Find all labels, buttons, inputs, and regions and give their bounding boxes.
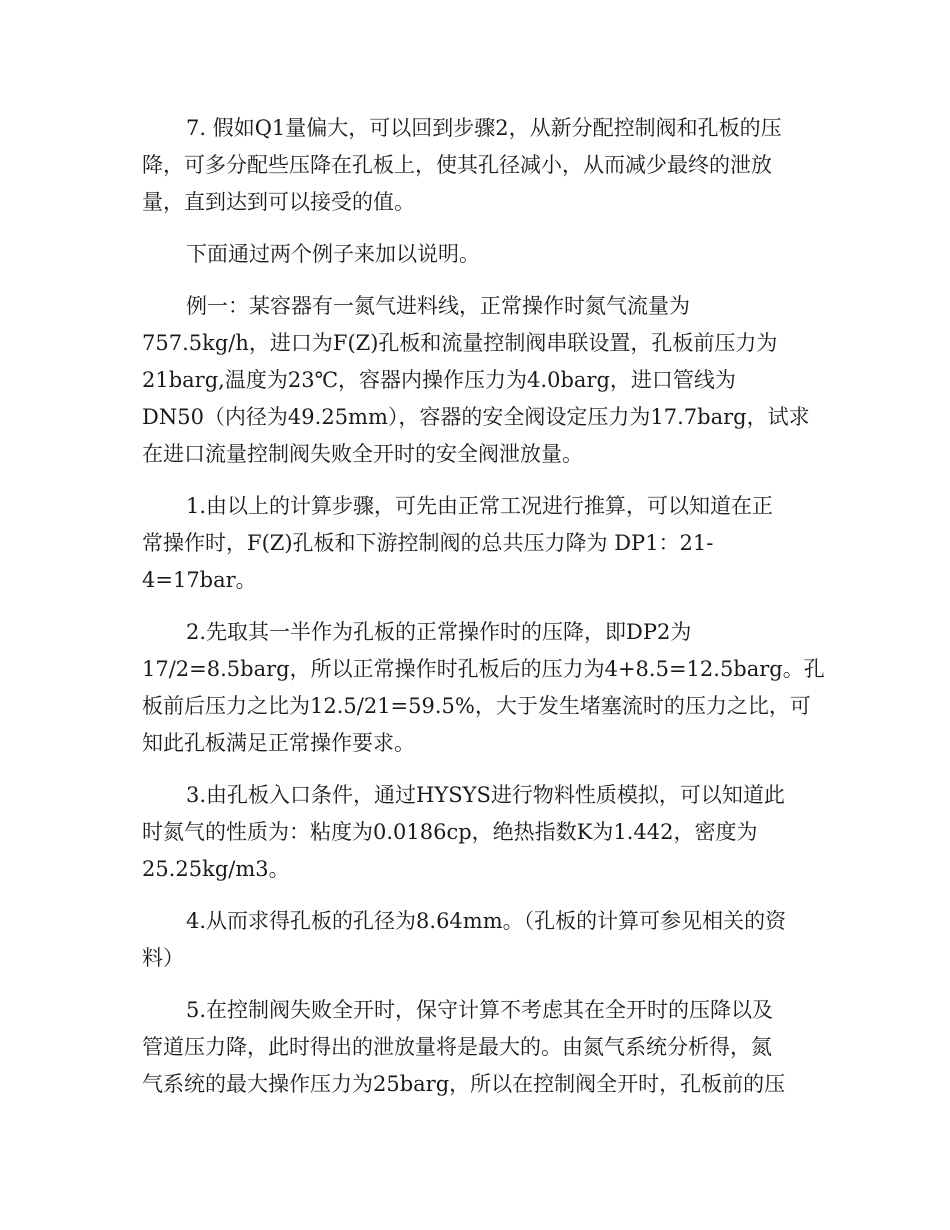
text-line: 3.由孔板入口条件，通过HYSYS进行物料性质模拟，可以知道此 — [186, 783, 785, 807]
text-line: 管道压力降，此时得出的泄放量将是最大的。由氮气系统分析得，氮 — [142, 1035, 772, 1059]
text-line: 板前后压力之比为12.5/21=59.5%，大于发生堵塞流时的压力之比，可 — [142, 694, 811, 718]
text-line: 4.从而求得孔板的孔径为8.64mm。（孔板的计算可参见相关的资 — [186, 909, 787, 933]
text-line: 757.5kg/h，进口为F(Z)孔板和流量控制阀串联设置，孔板前压力为 — [142, 331, 778, 355]
text-line: 5.在控制阀失败全开时，保守计算不考虑其在全开时的压降以及 — [186, 998, 774, 1022]
text-line: 21barg,温度为23℃，容器内操作压力为4.0barg，进口管线为 — [142, 368, 736, 392]
text-line: 7. 假如Q1量偏大，可以回到步骤2，从新分配控制阀和孔板的压 — [186, 116, 782, 140]
text-line: 料） — [142, 946, 184, 970]
text-line: 2.先取其一半作为孔板的正常操作时的压降，即DP2为 — [186, 620, 692, 644]
text-line: DN50（内径为49.25mm），容器的安全阀设定压力为17.7barg，试求 — [142, 405, 810, 429]
text-line: 降，可多分配些压降在孔板上，使其孔径减小，从而减少最终的泄放 — [142, 153, 772, 177]
text-line: 17/2=8.5barg，所以正常操作时孔板后的压力为4+8.5=12.5barg。孔 — [142, 657, 825, 681]
text-line: 下面通过两个例子来加以说明。 — [186, 242, 480, 266]
text-line: 例一：某容器有一氮气进料线，正常操作时氮气流量为 — [186, 294, 690, 318]
text-line: 常操作时，F(Z)孔板和下游控制阀的总共压力降为 DP1：21- — [142, 531, 714, 555]
text-line: 1.由以上的计算步骤，可先由正常工况进行推算，可以知道在正 — [186, 494, 774, 518]
text-line: 时氮气的性质为：粘度为0.0186cp，绝热指数K为1.442，密度为 — [142, 820, 758, 844]
text-line: 知此孔板满足正常操作要求。 — [142, 731, 415, 755]
text-line: 4=17bar。 — [142, 568, 257, 592]
text-line: 在进口流量控制阀失败全开时的安全阀泄放量。 — [142, 442, 583, 466]
text-line: 气系统的最大操作压力为25barg，所以在控制阀全开时，孔板前的压 — [142, 1072, 786, 1096]
text-line: 量，直到达到可以接受的值。 — [142, 190, 415, 214]
text-line: 25.25kg/m3。 — [142, 857, 290, 881]
